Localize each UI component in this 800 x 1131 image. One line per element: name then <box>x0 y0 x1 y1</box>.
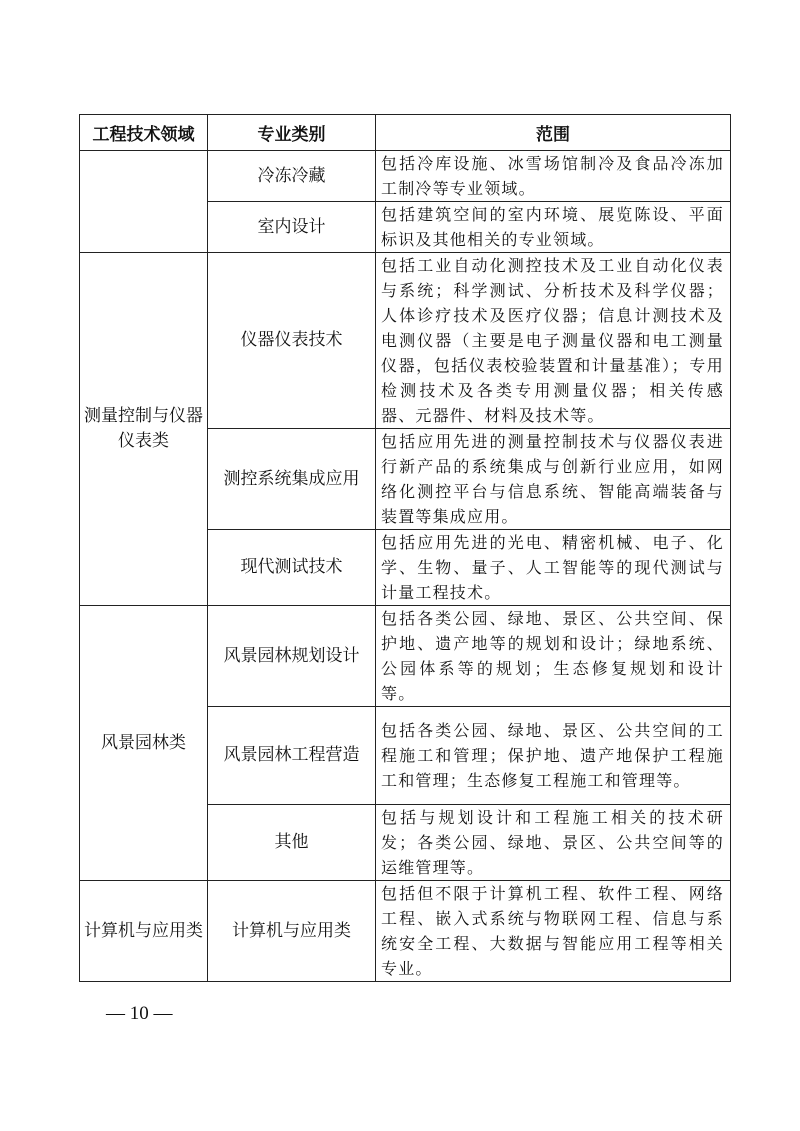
scope-cell: 包括冷库设施、冰雪场馆制冷及食品冷冻加工制冷等专业领域。 <box>376 151 731 202</box>
scope-cell: 包括建筑空间的室内环境、展览陈设、平面标识及其他相关的专业领域。 <box>376 202 731 253</box>
category-cell: 室内设计 <box>208 202 376 253</box>
header-field: 工程技术领域 <box>80 115 208 151</box>
field-cell: 测量控制与仪器仪表类 <box>80 253 208 606</box>
field-cell: 计算机与应用类 <box>80 881 208 982</box>
category-cell: 其他 <box>208 805 376 881</box>
table-row <box>80 606 731 707</box>
table-header-row <box>80 115 731 151</box>
field-cell: 风景园林类 <box>80 606 208 881</box>
category-cell: 测控系统集成应用 <box>208 429 376 530</box>
category-cell: 仪器仪表技术 <box>208 253 376 429</box>
scope-cell: 包括工业自动化测控技术及工业自动化仪表与系统；科学测试、分析技术及科学仪器；人体诊疗技术及医疗仪器；信息计测技术及电测仪器（主要是电子测量仪器和电工测量仪器，包括仪表校验装置和计量基准）；专用检测技术及各类专用测量仪器；相关传感器、元器件、材料及技术等。 <box>376 253 731 429</box>
category-cell: 计算机与应用类 <box>208 881 376 982</box>
scope-cell: 包括与规划设计和工程施工相关的技术研发；各类公园、绿地、景区、公共空间等的运维管理等。 <box>376 805 731 881</box>
category-cell: 冷冻冷藏 <box>208 151 376 202</box>
header-category: 专业类别 <box>208 115 376 151</box>
category-cell: 风景园林工程营造 <box>208 707 376 805</box>
scope-cell: 包括各类公园、绿地、景区、公共空间、保护地、遗产地等的规划和设计；绿地系统、公园体系等的规划；生态修复规划和设计等。 <box>376 606 731 707</box>
scope-cell: 包括但不限于计算机工程、软件工程、网络工程、嵌入式系统与物联网工程、信息与系统安全工程、大数据与智能应用工程等相关专业。 <box>376 881 731 982</box>
specialty-table <box>79 114 731 982</box>
header-scope: 范围 <box>376 115 731 151</box>
scope-cell: 包括应用先进的测量控制技术与仪器仪表进行新产品的系统集成与创新行业应用，如网络化测控平台与信息系统、智能高端装备与装置等集成应用。 <box>376 429 731 530</box>
table-row <box>80 253 731 429</box>
category-cell: 现代测试技术 <box>208 530 376 606</box>
page-number: — 10 — <box>106 1003 173 1024</box>
table-row <box>80 151 731 202</box>
table-row <box>80 881 731 982</box>
scope-cell: 包括应用先进的光电、精密机械、电子、化学、生物、量子、人工智能等的现代测试与计量工程技术。 <box>376 530 731 606</box>
category-cell: 风景园林规划设计 <box>208 606 376 707</box>
scope-cell: 包括各类公园、绿地、景区、公共空间的工程施工和管理；保护地、遗产地保护工程施工和管理；生态修复工程施工和管理等。 <box>376 707 731 805</box>
field-cell <box>80 151 208 253</box>
